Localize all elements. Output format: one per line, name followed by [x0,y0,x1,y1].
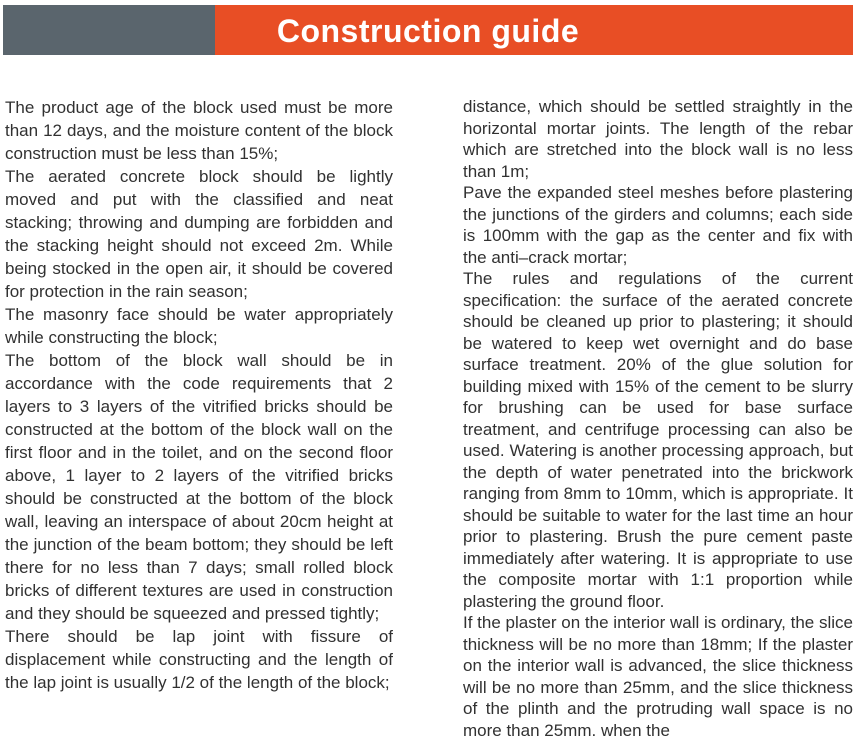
paragraph: The masonry face should be water appropriately while constructing the block; [5,305,393,347]
text-column-left [5,96,393,741]
paragraph: The rules and regulations of the current specification: the surface of the aerated concrete should be cleaned up prior to plastering; it should be watered to keep wet overnight and do base surface treatment. 20% of the glue solution for building mixed with 15% of the cement to be slurry for brushing can be used for base surface treatment, and centrifuge processing can also be used. Watering is another processing approach, but the depth of water penetrated into the brickwork ranging from 8mm to 10mm, which is appropriate. It should be suitable to water for the last time an hour prior to plastering. Brush the pure cement paste immediately after watering. It is appropriate to use the composite mortar with 1:1 proportion while plastering the ground floor. [463,269,853,611]
document-body [5,96,853,741]
paragraph: If the plaster on the interior wall is ordinary, the slice thickness will be no more than 18mm; If the plaster on the interior wall is advanced, the slice thickness will be no more than 25mm, and the slice thickness of the plinth and the protruding wall space is no more than 25mm. when the [463,613,853,740]
text-column-right [463,96,853,741]
page-title: Construction guide [276,13,580,49]
paragraph: The aerated concrete block should be lightly moved and put with the classified and neat stacking; throwing and dumping are forbidden and the stacking height should not exceed 2m. While being stocked in the open air, it should be covered for protection in the rain season; [5,167,393,301]
paragraph: Pave the expanded steel meshes before plastering the junctions of the girders and columns; each side is 100mm with the gap as the center and fix with the anti–crack mortar; [463,183,853,267]
paragraph: There should be lap joint with fissure of displacement while constructing and the length of the lap joint is usually 1/2 of the length of the block; [5,627,393,692]
header-banner [3,5,853,55]
paragraph: distance, which should be settled straightly in the horizontal mortar joints. The length of the rebar which are stretched into the block wall is no less than 1m; [463,97,853,181]
paragraph: The product age of the block used must be more than 12 days, and the moisture content of the block construction must be less than 15%; [5,98,393,163]
paragraph: The bottom of the block wall should be in accordance with the code requirements that 2 layers to 3 layers of the vitrified bricks should be constructed at the bottom of the block wall on the first floor and in the toilet, and on the second floor above, 1 layer to 2 layers of the vitrified bricks should be constructed at the bottom of the block wall, leaving an interspace of about 20cm height at the junction of the beam bottom; they should be left there for no less than 7 days; small rolled block bricks of different textures are used in construction and they should be squeezed and pressed tightly; [5,351,393,623]
